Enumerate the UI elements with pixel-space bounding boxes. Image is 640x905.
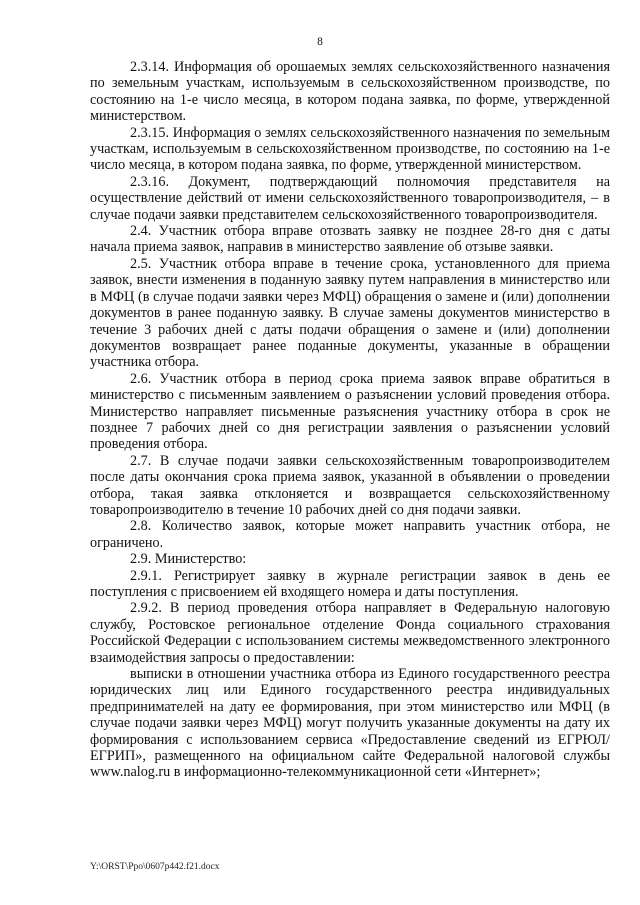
page-number: 8 (317, 36, 323, 48)
document-body (90, 59, 610, 781)
paragraph-extract-request: выписки в отношении участника отбора из Единого государственного реестра юридических лиц или Единого государственного реестра индивидуальных предпринимателей на дату ее формирования, при этом министерство или МФЦ (в случае подачи заявки через МФЦ) могут получить указанные документы на дату их формирования с использованием сервиса «Предоставление сведений из ЕГРЮЛ/ЕГРИП», размещенного на официальном сайте Федеральной налоговой службы www.nalog.ru в информационно-телекоммуникационной сети «Интернет»; (90, 666, 610, 781)
paragraph-2-3-14: 2.3.14. Информация об орошаемых землях сельскохозяйственного назначения по земельным участкам, используемым в сельскохозяйственном производстве, по состоянию на 1-е число месяца, в котором подана заявка, по форме, утвержденной министерством. (90, 59, 610, 125)
paragraph-2-9: 2.9. Министерство: (130, 551, 247, 568)
paragraph-2-7: 2.7. В случае подачи заявки сельскохозяйственным товаропроизводителем после даты окончания срока приема заявок, указанной в объявлении о проведении отбора, такая заявка отклоняется и возвращается сельскохозяйственному товаропроизводителю в течение 10 рабочих дней со дня подачи заявки. (90, 452, 610, 518)
footer-file-path: Y:\ORST\Ppo\0607p442.f21.docx (90, 862, 220, 872)
paragraph-2-3-15: 2.3.15. Информация о землях сельскохозяйственного назначения по земельным участкам, используемым в сельскохозяйственном производстве, по состоянию на 1-е число месяца, в котором подана заявка, по форме, утвержденной министерством. (90, 124, 610, 174)
paragraph-2-5: 2.5. Участник отбора вправе в течение срока, установленного для приема заявок, внести изменения в поданную заявку путем направления в министерство или в МФЦ (в случае подачи заявки через МФЦ) обращения о замене и (или) дополнении документов в ранее поданную заявку. В случае замены документов министерство в течение 3 рабочих дней с даты подачи обращения о замене и (или) дополнении документов возвращает ранее поданные документы, указанные в обращении участника отбора. (90, 255, 610, 371)
paragraph-2-4: 2.4. Участник отбора вправе отозвать заявку не позднее 28-го дня с даты начала приема заявок, направив в министерство заявление об отзыве заявки. (90, 223, 610, 256)
paragraph-2-6: 2.6. Участник отбора в период срока приема заявок вправе обратиться в министерство с письменным заявлением о разъяснении условий проведения отбора. Министерство направляет письменные разъяснения участнику отбора в срок не позднее 7 рабочих дней со дня регистрации заявления о разъяснении условий проведения отбора. (90, 370, 610, 453)
paragraph-2-9-1: 2.9.1. Регистрирует заявку в журнале регистрации заявок в день ее поступления с присвоением ей входящего номера и даты поступления. (90, 567, 610, 600)
paragraph-2-8: 2.8. Количество заявок, которые может направить участник отбора, не ограничено. (90, 518, 610, 551)
paragraph-2-3-16: 2.3.16. Документ, подтверждающий полномочия представителя на осуществление действий от имени сельскохозяйственного товаропроизводителя, – в случае подачи заявки представителем сельскохозяйственного товаропроизводителя. (90, 173, 610, 223)
paragraph-2-9-2: 2.9.2. В период проведения отбора направляет в Федеральную налоговую службу, Ростовское региональное отделение Фонда социального страхования Российской Федерации с использованием системы межведомственного электронного взаимодействия запросы о предоставлении: (90, 600, 610, 666)
